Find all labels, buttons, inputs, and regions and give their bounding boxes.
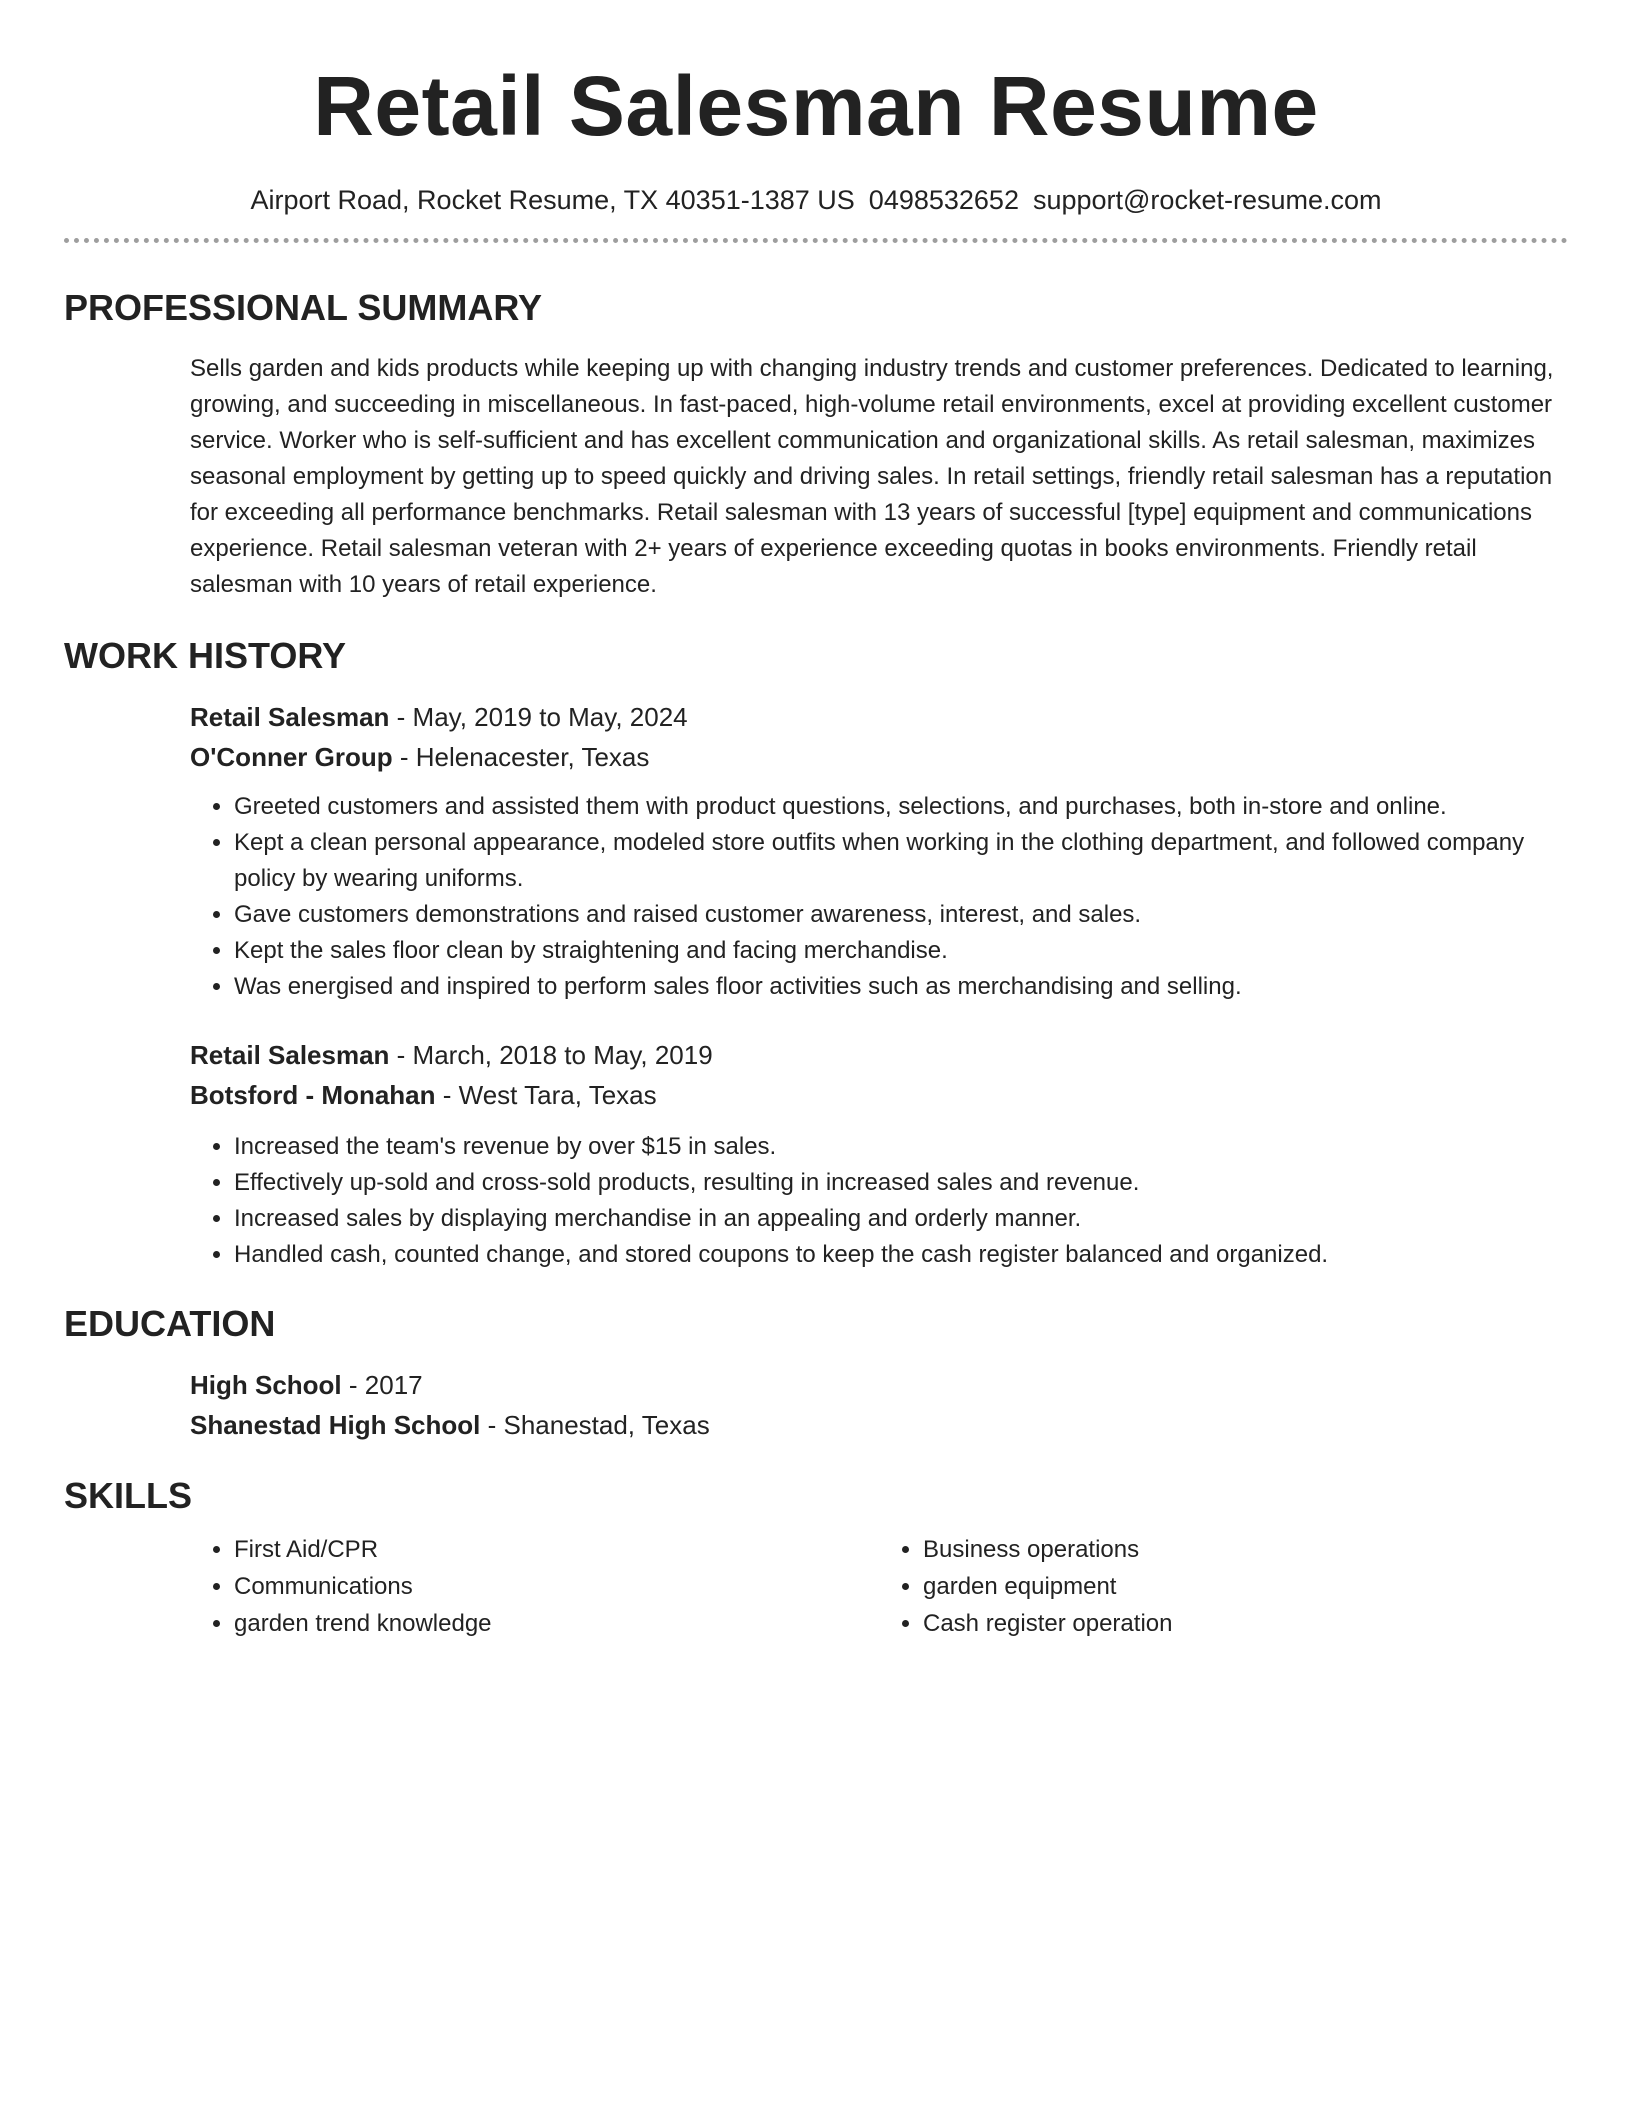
job-title-line [190, 1035, 1568, 1075]
job-dates: - May, 2019 to May, 2024 [389, 702, 688, 732]
degree-line [190, 1365, 1568, 1405]
skill-item: • garden equipment [923, 1568, 1568, 1605]
job-entry [190, 697, 1568, 1005]
skill-item: • Business operations [923, 1531, 1568, 1568]
skills-heading: SKILLS [64, 1475, 193, 1516]
work-history-heading: WORK HISTORY [64, 635, 347, 676]
school-name: Shanestad High School [190, 1410, 481, 1440]
resume-page [64, 0, 1568, 1642]
skill-item: • Cash register operation [923, 1605, 1568, 1642]
list-item: • Kept a clean personal appearance, modeled store outfits when working in the clothing department, and followed company policy by wearing uniforms. [234, 825, 1568, 897]
phone: 0498532652 [868, 185, 1019, 215]
address: Airport Road, Rocket Resume, TX 40351-1387 US [250, 185, 855, 215]
job-bullets [190, 1129, 1568, 1273]
list-item: • Was energised and inspired to perform sales floor activities such as merchandising and selling. [234, 969, 1568, 1005]
job-role: Retail Salesman [190, 702, 390, 732]
job-location: - West Tara, Texas [435, 1080, 657, 1110]
list-item: • Handled cash, counted change, and stored coupons to keep the cash register balanced and organized. [234, 1237, 1568, 1273]
education-entry [190, 1365, 1568, 1445]
degree: High School [190, 1370, 342, 1400]
resume-title: Retail Salesman Resume [313, 59, 1319, 153]
job-entry [190, 1035, 1568, 1273]
education-heading: EDUCATION [64, 1303, 276, 1344]
skills-column-left [190, 1531, 879, 1642]
email: support@rocket-resume.com [1032, 185, 1382, 215]
summary-text: Sells garden and kids products while keeping up with changing industry trends and customer preferences. Dedicated to learning, growing, and succeeding in miscellaneous. In fast-paced, high-volume retail environments, excel at providing excellent customer service. Worker who is self-sufficient and has excellent communication and organizational skills. As retail salesman, maximizes seasonal employment by getting up to speed quickly and driving sales. In retail settings, friendly retail salesman has a reputation for exceeding all performance benchmarks. Retail salesman with 13 years of successful [type] equipment and communications experience. Retail salesman veteran with 2+ years of experience exceeding quotas in books environments. Friendly retail salesman with 10 years of retail experience. [190, 355, 1554, 598]
job-location: - Helenacester, Texas [392, 742, 650, 772]
list-item: • Greeted customers and assisted them with product questions, selections, and purchases, both in-store and online. [234, 789, 1568, 825]
list-item: • Increased the team's revenue by over $15 in sales. [234, 1129, 1568, 1165]
contact-line [64, 182, 1568, 218]
job-dates: - March, 2018 to May, 2019 [389, 1040, 713, 1070]
job-company-line [190, 1075, 1568, 1115]
job-role: Retail Salesman [190, 1040, 390, 1070]
graduation-year: - 2017 [341, 1370, 423, 1400]
skills-list [190, 1531, 1568, 1642]
job-company: O'Conner Group [190, 742, 393, 772]
list-item: • Increased sales by displaying merchandise in an appealing and orderly manner. [234, 1201, 1568, 1237]
job-company-line [190, 737, 1568, 777]
job-title-line [190, 697, 1568, 737]
header-divider [64, 238, 1568, 243]
job-company: Botsford - Monahan [190, 1080, 436, 1110]
school-location: - Shanestad, Texas [480, 1410, 710, 1440]
job-bullets [190, 789, 1568, 1005]
skill-item: • garden trend knowledge [234, 1605, 879, 1642]
list-item: • Effectively up-sold and cross-sold products, resulting in increased sales and revenue. [234, 1165, 1568, 1201]
skills-column-right [879, 1531, 1568, 1642]
list-item: • Gave customers demonstrations and raised customer awareness, interest, and sales. [234, 897, 1568, 933]
list-item: • Kept the sales floor clean by straightening and facing merchandise. [234, 933, 1568, 969]
skill-item: • First Aid/CPR [234, 1531, 879, 1568]
school-line [190, 1405, 1568, 1445]
summary-heading: PROFESSIONAL SUMMARY [64, 287, 543, 328]
skill-item: • Communications [234, 1568, 879, 1605]
